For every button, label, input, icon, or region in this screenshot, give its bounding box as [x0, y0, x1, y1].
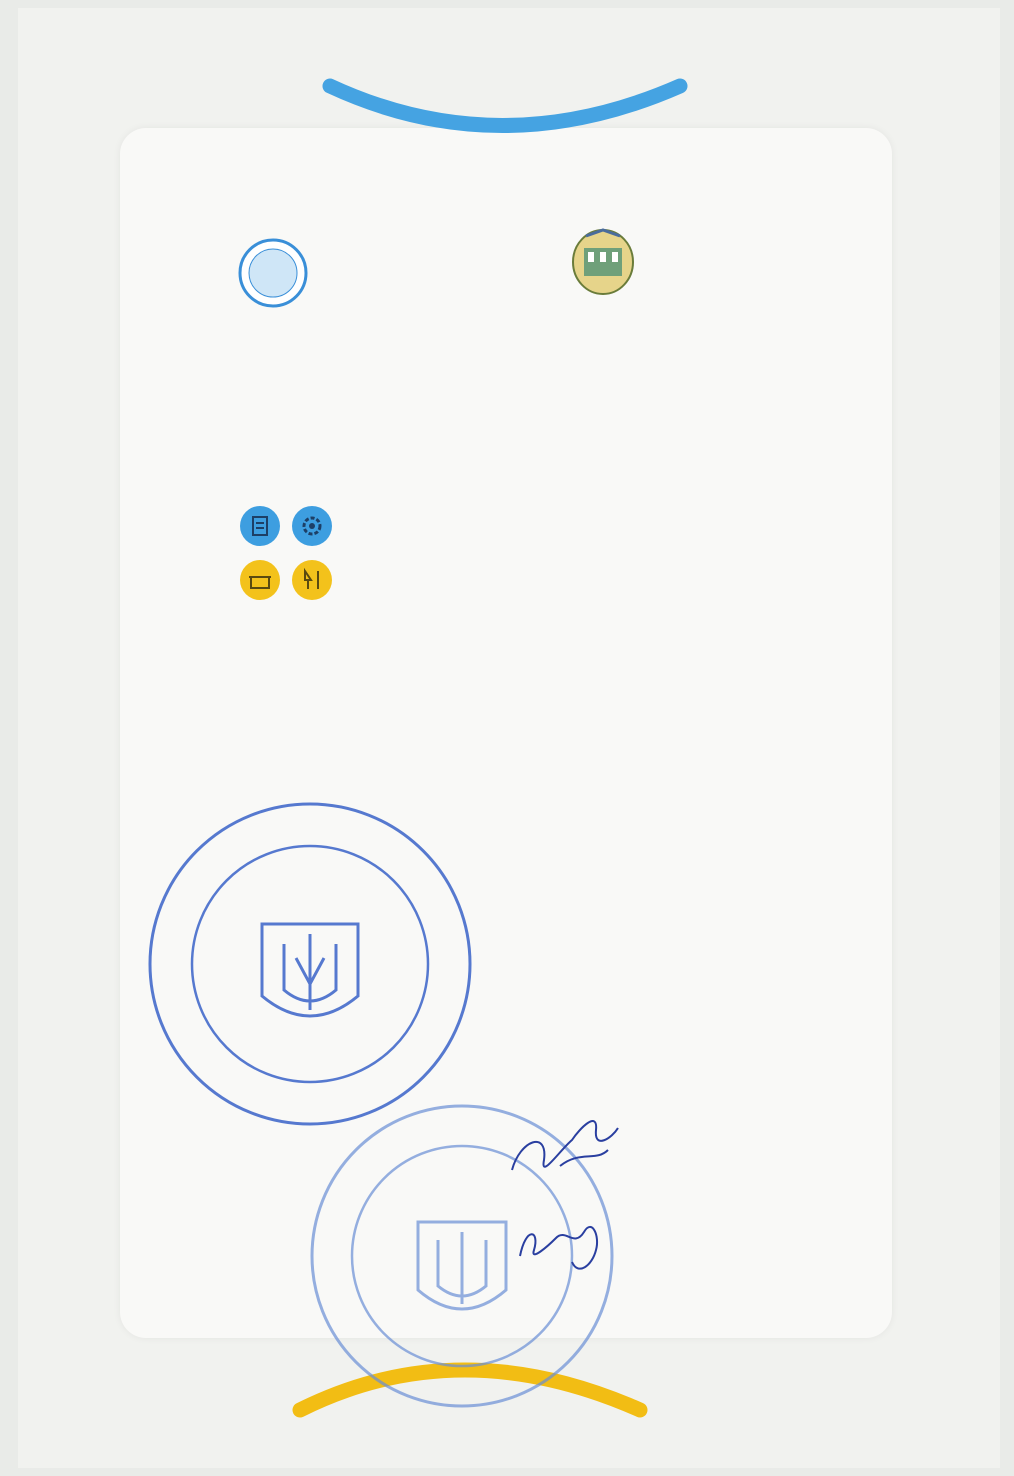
document-icon: [240, 506, 280, 546]
bottom-arc: [300, 1370, 640, 1410]
tavria-emblem: [570, 228, 636, 296]
pot-icon: [240, 560, 280, 600]
glass-fork-icon: [292, 560, 332, 600]
gear-icon: [292, 506, 332, 546]
top-arc: [330, 86, 680, 126]
ksuft-logo: [238, 238, 308, 308]
